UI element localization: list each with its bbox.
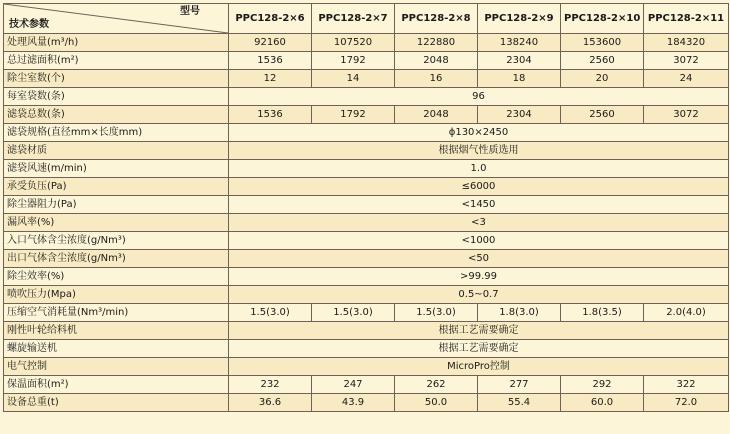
- table-row: [4, 214, 729, 232]
- param-value: 1792: [312, 106, 395, 124]
- table-row: [4, 106, 729, 124]
- param-label: 刚性叶轮给料机: [4, 322, 229, 340]
- param-value: 55.4: [478, 394, 561, 412]
- table-row: [4, 160, 729, 178]
- param-value-merged: ϕ130×2450: [229, 124, 729, 142]
- param-value: 1536: [229, 52, 312, 70]
- param-value: 1.5(3.0): [229, 304, 312, 322]
- param-label: 每室袋数(条): [4, 88, 229, 106]
- param-label: 除尘器阻力(Pa): [4, 196, 229, 214]
- param-label: 压缩空气消耗量(Nm³/min): [4, 304, 229, 322]
- param-label: 喷吹压力(Mpa): [4, 286, 229, 304]
- param-value: 20: [561, 70, 644, 88]
- param-value: 2304: [478, 52, 561, 70]
- table-row: [4, 34, 729, 52]
- param-value: 3072: [644, 106, 729, 124]
- param-value: 277: [478, 376, 561, 394]
- param-value-merged: <1450: [229, 196, 729, 214]
- param-label: 滤袋规格(直径mm×长度mm): [4, 124, 229, 142]
- param-value: 14: [312, 70, 395, 88]
- param-value-merged: <50: [229, 250, 729, 268]
- param-label: 除尘效率(%): [4, 268, 229, 286]
- param-value: 2.0(4.0): [644, 304, 729, 322]
- param-value: 12: [229, 70, 312, 88]
- param-value: 16: [395, 70, 478, 88]
- param-label: 总过滤面积(m²): [4, 52, 229, 70]
- param-value: 153600: [561, 34, 644, 52]
- corner-cell: [4, 4, 229, 34]
- param-label: 漏风率(%): [4, 214, 229, 232]
- table-row: [4, 124, 729, 142]
- table-row: [4, 376, 729, 394]
- param-value: 2560: [561, 52, 644, 70]
- param-value-merged: 96: [229, 88, 729, 106]
- table-row: [4, 178, 729, 196]
- param-value-merged: 根据烟气性质选用: [229, 142, 729, 160]
- table-row: [4, 142, 729, 160]
- param-value: 60.0: [561, 394, 644, 412]
- param-value: 247: [312, 376, 395, 394]
- model-header: PPC128-2×9: [478, 4, 561, 34]
- param-value: 232: [229, 376, 312, 394]
- param-label: 滤袋总数(条): [4, 106, 229, 124]
- param-label: 电气控制: [4, 358, 229, 376]
- table-row: [4, 340, 729, 358]
- param-value: 43.9: [312, 394, 395, 412]
- param-value: 92160: [229, 34, 312, 52]
- param-label: 滤袋材质: [4, 142, 229, 160]
- param-label: 设备总重(t): [4, 394, 229, 412]
- param-value-merged: MicroPro控制: [229, 358, 729, 376]
- param-value: 24: [644, 70, 729, 88]
- param-value-merged: <1000: [229, 232, 729, 250]
- table-row: [4, 394, 729, 412]
- model-header: PPC128-2×10: [561, 4, 644, 34]
- param-value: 50.0: [395, 394, 478, 412]
- param-value: 2304: [478, 106, 561, 124]
- table-row: [4, 52, 729, 70]
- param-value: 1792: [312, 52, 395, 70]
- param-value-merged: 1.0: [229, 160, 729, 178]
- param-label: 出口气体含尘浓度(g/Nm³): [4, 250, 229, 268]
- param-label: 承受负压(Pa): [4, 178, 229, 196]
- param-value: 122880: [395, 34, 478, 52]
- param-value-merged: ≤6000: [229, 178, 729, 196]
- param-value: 184320: [644, 34, 729, 52]
- param-value-merged: 0.5~0.7: [229, 286, 729, 304]
- table-row: [4, 304, 729, 322]
- model-header: PPC128-2×8: [395, 4, 478, 34]
- table-row: [4, 232, 729, 250]
- param-value: 1.5(3.0): [395, 304, 478, 322]
- param-value: 107520: [312, 34, 395, 52]
- param-value: 1536: [229, 106, 312, 124]
- spec-table: [3, 3, 729, 412]
- param-value: 1.8(3.5): [561, 304, 644, 322]
- param-value-merged: <3: [229, 214, 729, 232]
- model-header: PPC128-2×7: [312, 4, 395, 34]
- model-header: PPC128-2×11: [644, 4, 729, 34]
- params-label: 技术参数: [9, 19, 49, 30]
- model-label: 型号: [180, 6, 200, 17]
- param-value: 72.0: [644, 394, 729, 412]
- model-header: PPC128-2×6: [229, 4, 312, 34]
- param-value: 2048: [395, 52, 478, 70]
- param-label: 除尘室数(个): [4, 70, 229, 88]
- table-row: [4, 322, 729, 340]
- table-row: [4, 70, 729, 88]
- param-value: 36.6: [229, 394, 312, 412]
- param-value-merged: >99.99: [229, 268, 729, 286]
- table-row: [4, 286, 729, 304]
- param-label: 滤袋风速(m/min): [4, 160, 229, 178]
- param-value: 3072: [644, 52, 729, 70]
- param-value-merged: 根据工艺需要确定: [229, 322, 729, 340]
- param-label: 处理风量(m³/h): [4, 34, 229, 52]
- param-value-merged: 根据工艺需要确定: [229, 340, 729, 358]
- param-value: 2048: [395, 106, 478, 124]
- param-value: 322: [644, 376, 729, 394]
- param-value: 138240: [478, 34, 561, 52]
- header-row: [4, 4, 729, 34]
- table-row: [4, 250, 729, 268]
- table-row: [4, 196, 729, 214]
- param-value: 2560: [561, 106, 644, 124]
- table-row: [4, 88, 729, 106]
- param-label: 保温面积(m²): [4, 376, 229, 394]
- param-label: 螺旋输送机: [4, 340, 229, 358]
- param-value: 18: [478, 70, 561, 88]
- table-row: [4, 268, 729, 286]
- param-label: 入口气体含尘浓度(g/Nm³): [4, 232, 229, 250]
- table-row: [4, 358, 729, 376]
- param-value: 292: [561, 376, 644, 394]
- param-value: 262: [395, 376, 478, 394]
- param-value: 1.8(3.0): [478, 304, 561, 322]
- param-value: 1.5(3.0): [312, 304, 395, 322]
